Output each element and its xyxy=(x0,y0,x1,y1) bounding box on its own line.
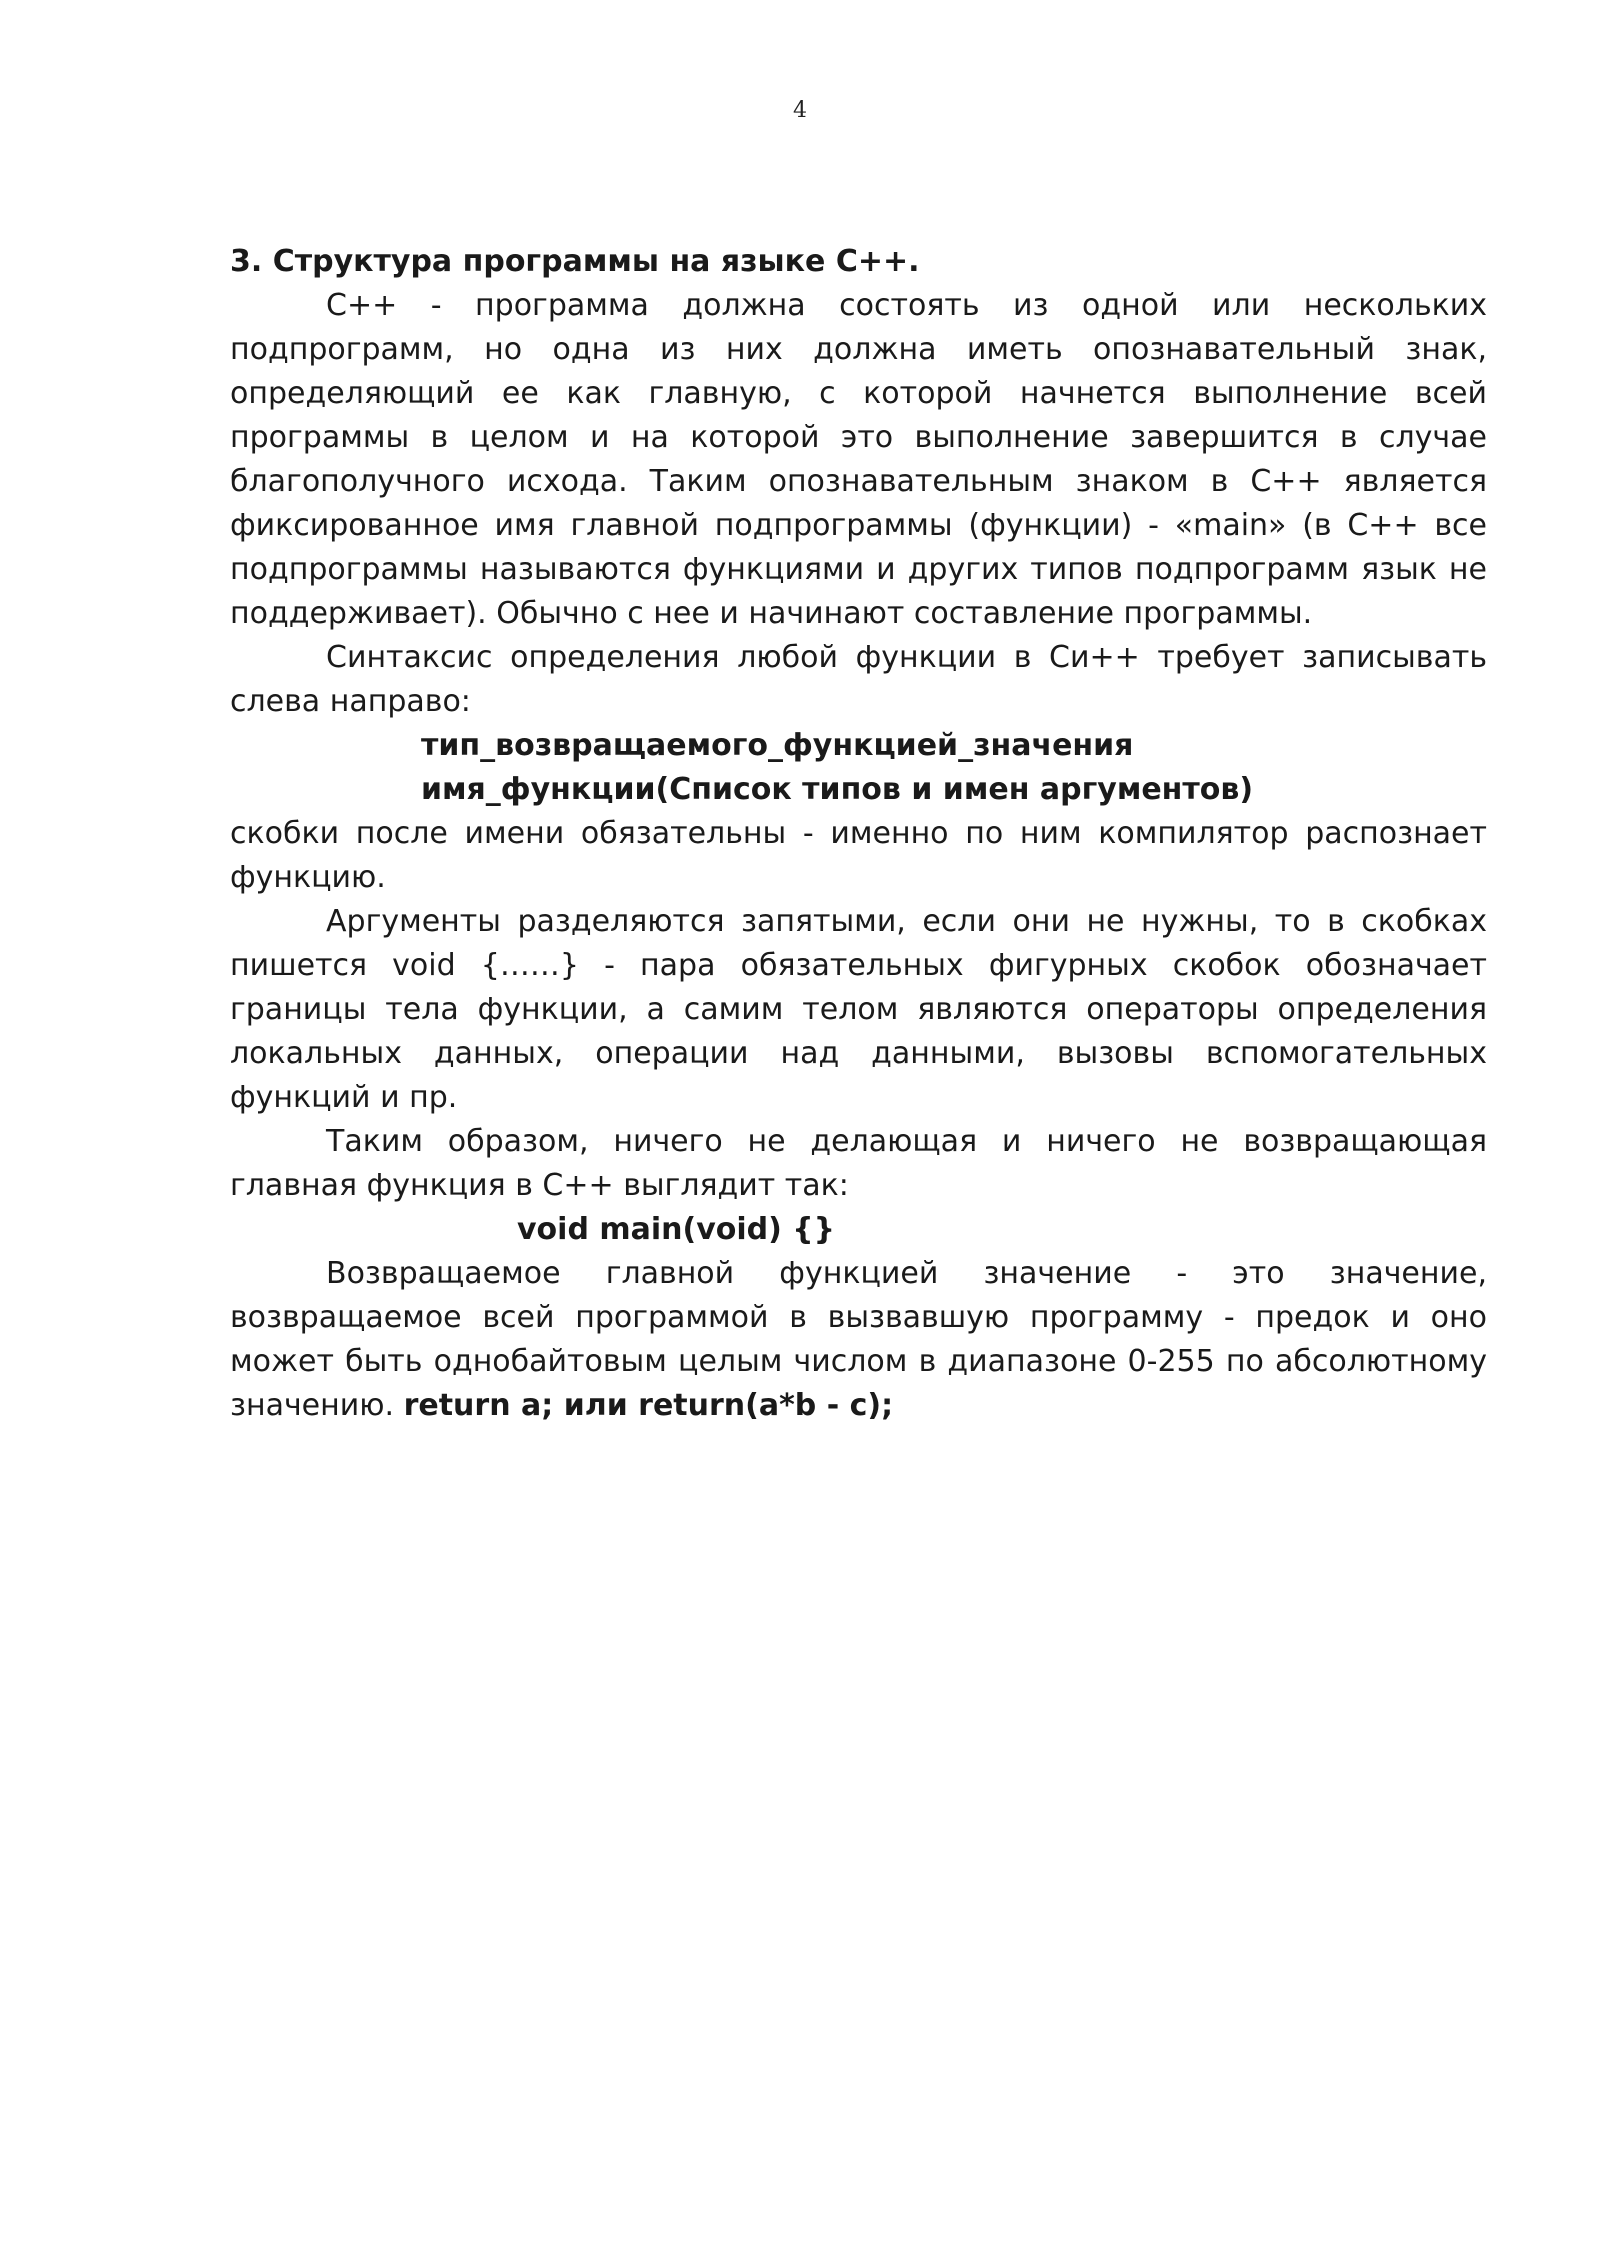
return-statement-example: return a; или return(a*b - c); xyxy=(403,1388,894,1423)
paragraph-brackets: скобки после имени обязательны - именно по ним компилятор распознает функцию. xyxy=(230,816,1487,895)
document-body xyxy=(230,240,1487,1428)
syntax-function-name: имя_функции(Список типов и имен аргументов) xyxy=(421,772,1254,807)
return-value-text: Возвращаемое главной функцией значение - это значение, возвращаемое всей программой в вызвавшую программу - предок и оно может быть однобайтовым целым числом в диапазоне 0-255 по абсолютному значению. xyxy=(230,1256,1487,1423)
code-main-void: void main(void) {} xyxy=(517,1212,836,1247)
paragraph-arguments: Аргументы разделяются запятыми, если они не нужны, то в скобках пишется void {……} - пара обязательных фигурных скобок обозначает границы тела функции, а самим телом являются операторы определения локальных данных, операции над данными, вызовы вспомогательных функций и пр. xyxy=(230,904,1487,1115)
paragraph-empty-main: Таким образом, ничего не делающая и ничего не возвращающая главная функция в С++ выглядит так: xyxy=(230,1124,1487,1203)
paragraph-intro: С++ - программа должна состоять из одной или нескольких подпрограмм, но одна из них должна иметь опознавательный знак, определяющий ее как главную, с которой начнется выполнение всей программы в целом и на которой это выполнение завершится в случае благополучного исхода. Таким опознавательным знаком в С++ является фиксированное имя главной подпрограммы (функции) - «main» (в С++ все подпрограммы называются функциями и других типов подпрограмм язык не поддерживает). Обычно с нее и начинают составление программы. xyxy=(230,288,1487,631)
page-number: 4 xyxy=(793,98,807,123)
syntax-return-type: тип_возвращаемого_функцией_значения xyxy=(421,728,1134,763)
paragraph-syntax: Синтаксис определения любой функции в Си++ требует записывать слева направо: xyxy=(230,640,1487,719)
paragraph-return-value xyxy=(230,1252,1487,1428)
section-heading: 3. Структура программы на языке С++. xyxy=(230,244,920,279)
